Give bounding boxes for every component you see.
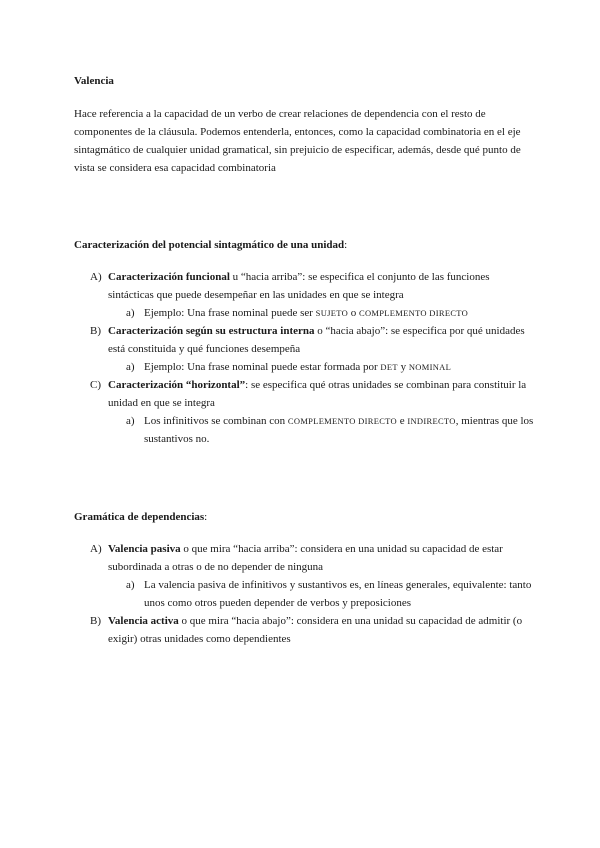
list-marker: A): [90, 271, 102, 283]
sub-list-item: [108, 576, 534, 612]
small-caps-term: COMPLEMENTO DIRECTO: [287, 416, 397, 426]
item-bold-term: Caracterización según su estructura interna: [108, 325, 315, 337]
sub-item-connector: o: [348, 307, 360, 319]
list-marker: B): [90, 615, 101, 627]
sub-item-connector: e: [396, 415, 408, 427]
valencia-paragraph: Hace referencia a la capacidad de un verbo de crear relaciones de dependencia con el resto de componentes de la cláusula. Podemos entenderla, entonces, como la capacidad combinatoria en el eje sintagmático de cualquier unidad gramatical, sin prejuicio de especificar, además, desde qué punto de vista se considera esa capacidad combinatoria: [74, 108, 521, 174]
item-bold-term: Valencia pasiva: [108, 543, 181, 555]
sub-list-marker: a): [126, 361, 135, 373]
list-item: [74, 540, 534, 612]
sub-list-item: [108, 304, 534, 322]
item-text: o “hacia abajo”: se especifica por qué unidades está constituida y qué funciones desempeña: [108, 325, 525, 355]
list-item: [74, 322, 534, 376]
sub-list-marker: a): [126, 579, 135, 591]
item-text: u “hacia arriba”: se especifica el conjunto de las funciones sintácticas que puede desempeñar en las unidades en que se integra: [108, 271, 490, 301]
section-valencia: [74, 72, 534, 177]
small-caps-term: INDIRECTO: [407, 416, 456, 426]
sub-list-item: [108, 358, 534, 376]
small-caps-term: DET: [380, 362, 398, 372]
small-caps-term: COMPLEMENTO DIRECTO: [359, 308, 469, 318]
sub-item-text: La valencia pasiva de infinitivos y sustantivos es, en líneas generales, equivalente: tanto unos como otros pueden depender de verbos y preposiciones: [144, 579, 532, 609]
list-item: [74, 376, 534, 448]
sub-list-item: [108, 412, 534, 448]
list-item: [74, 268, 534, 322]
sub-item-text: Ejemplo: Una frase nominal puede ser: [144, 307, 316, 319]
sub-item-ending: , mientras que los sustantivos no.: [144, 415, 534, 445]
section-caracterizacion: [74, 236, 534, 448]
item-bold-term: Caracterización “horizontal”: [108, 379, 246, 391]
caracterizacion-title-suffix: :: [344, 239, 348, 251]
item-text: o que mira “hacia abajo”: considera en una unidad su capacidad de admitir (o exigir) otras unidades como dependientes: [108, 615, 523, 645]
section-title-valencia: Valencia: [74, 75, 114, 87]
caracterizacion-title: Caracterización del potencial sintagmático de una unidad: [74, 239, 345, 251]
gramatica-list: [74, 540, 534, 648]
section-title-caracterizacion: [74, 236, 534, 254]
sub-list-marker: a): [126, 307, 135, 319]
sub-item-connector: y: [397, 361, 409, 373]
small-caps-term: SUJETO: [315, 308, 349, 318]
item-text: o que mira “hacia arriba”: considera en una unidad su capacidad de estar subordinada a otras o de no depender de ninguna: [108, 543, 503, 573]
small-caps-term: NOMINAL: [408, 362, 452, 372]
list-marker: C): [90, 379, 101, 391]
list-marker: B): [90, 325, 101, 337]
list-marker: A): [90, 543, 102, 555]
section-gramatica: [74, 508, 534, 648]
item-bold-term: Valencia activa: [108, 615, 179, 627]
sub-list-marker: a): [126, 415, 135, 427]
gramatica-title: Gramática de dependencias: [74, 511, 205, 523]
item-text: : se especifica qué otras unidades se combinan para constituir la unidad en que se integra: [108, 379, 527, 409]
item-bold-term: Caracterización funcional: [108, 271, 230, 283]
caracterizacion-list: [74, 268, 534, 448]
list-item: [74, 612, 534, 648]
sub-item-text: Los infinitivos se combinan con: [144, 415, 288, 427]
section-title-gramatica: [74, 508, 534, 526]
sub-item-text: Ejemplo: Una frase nominal puede estar formada por: [144, 361, 381, 373]
gramatica-title-suffix: :: [204, 511, 208, 523]
